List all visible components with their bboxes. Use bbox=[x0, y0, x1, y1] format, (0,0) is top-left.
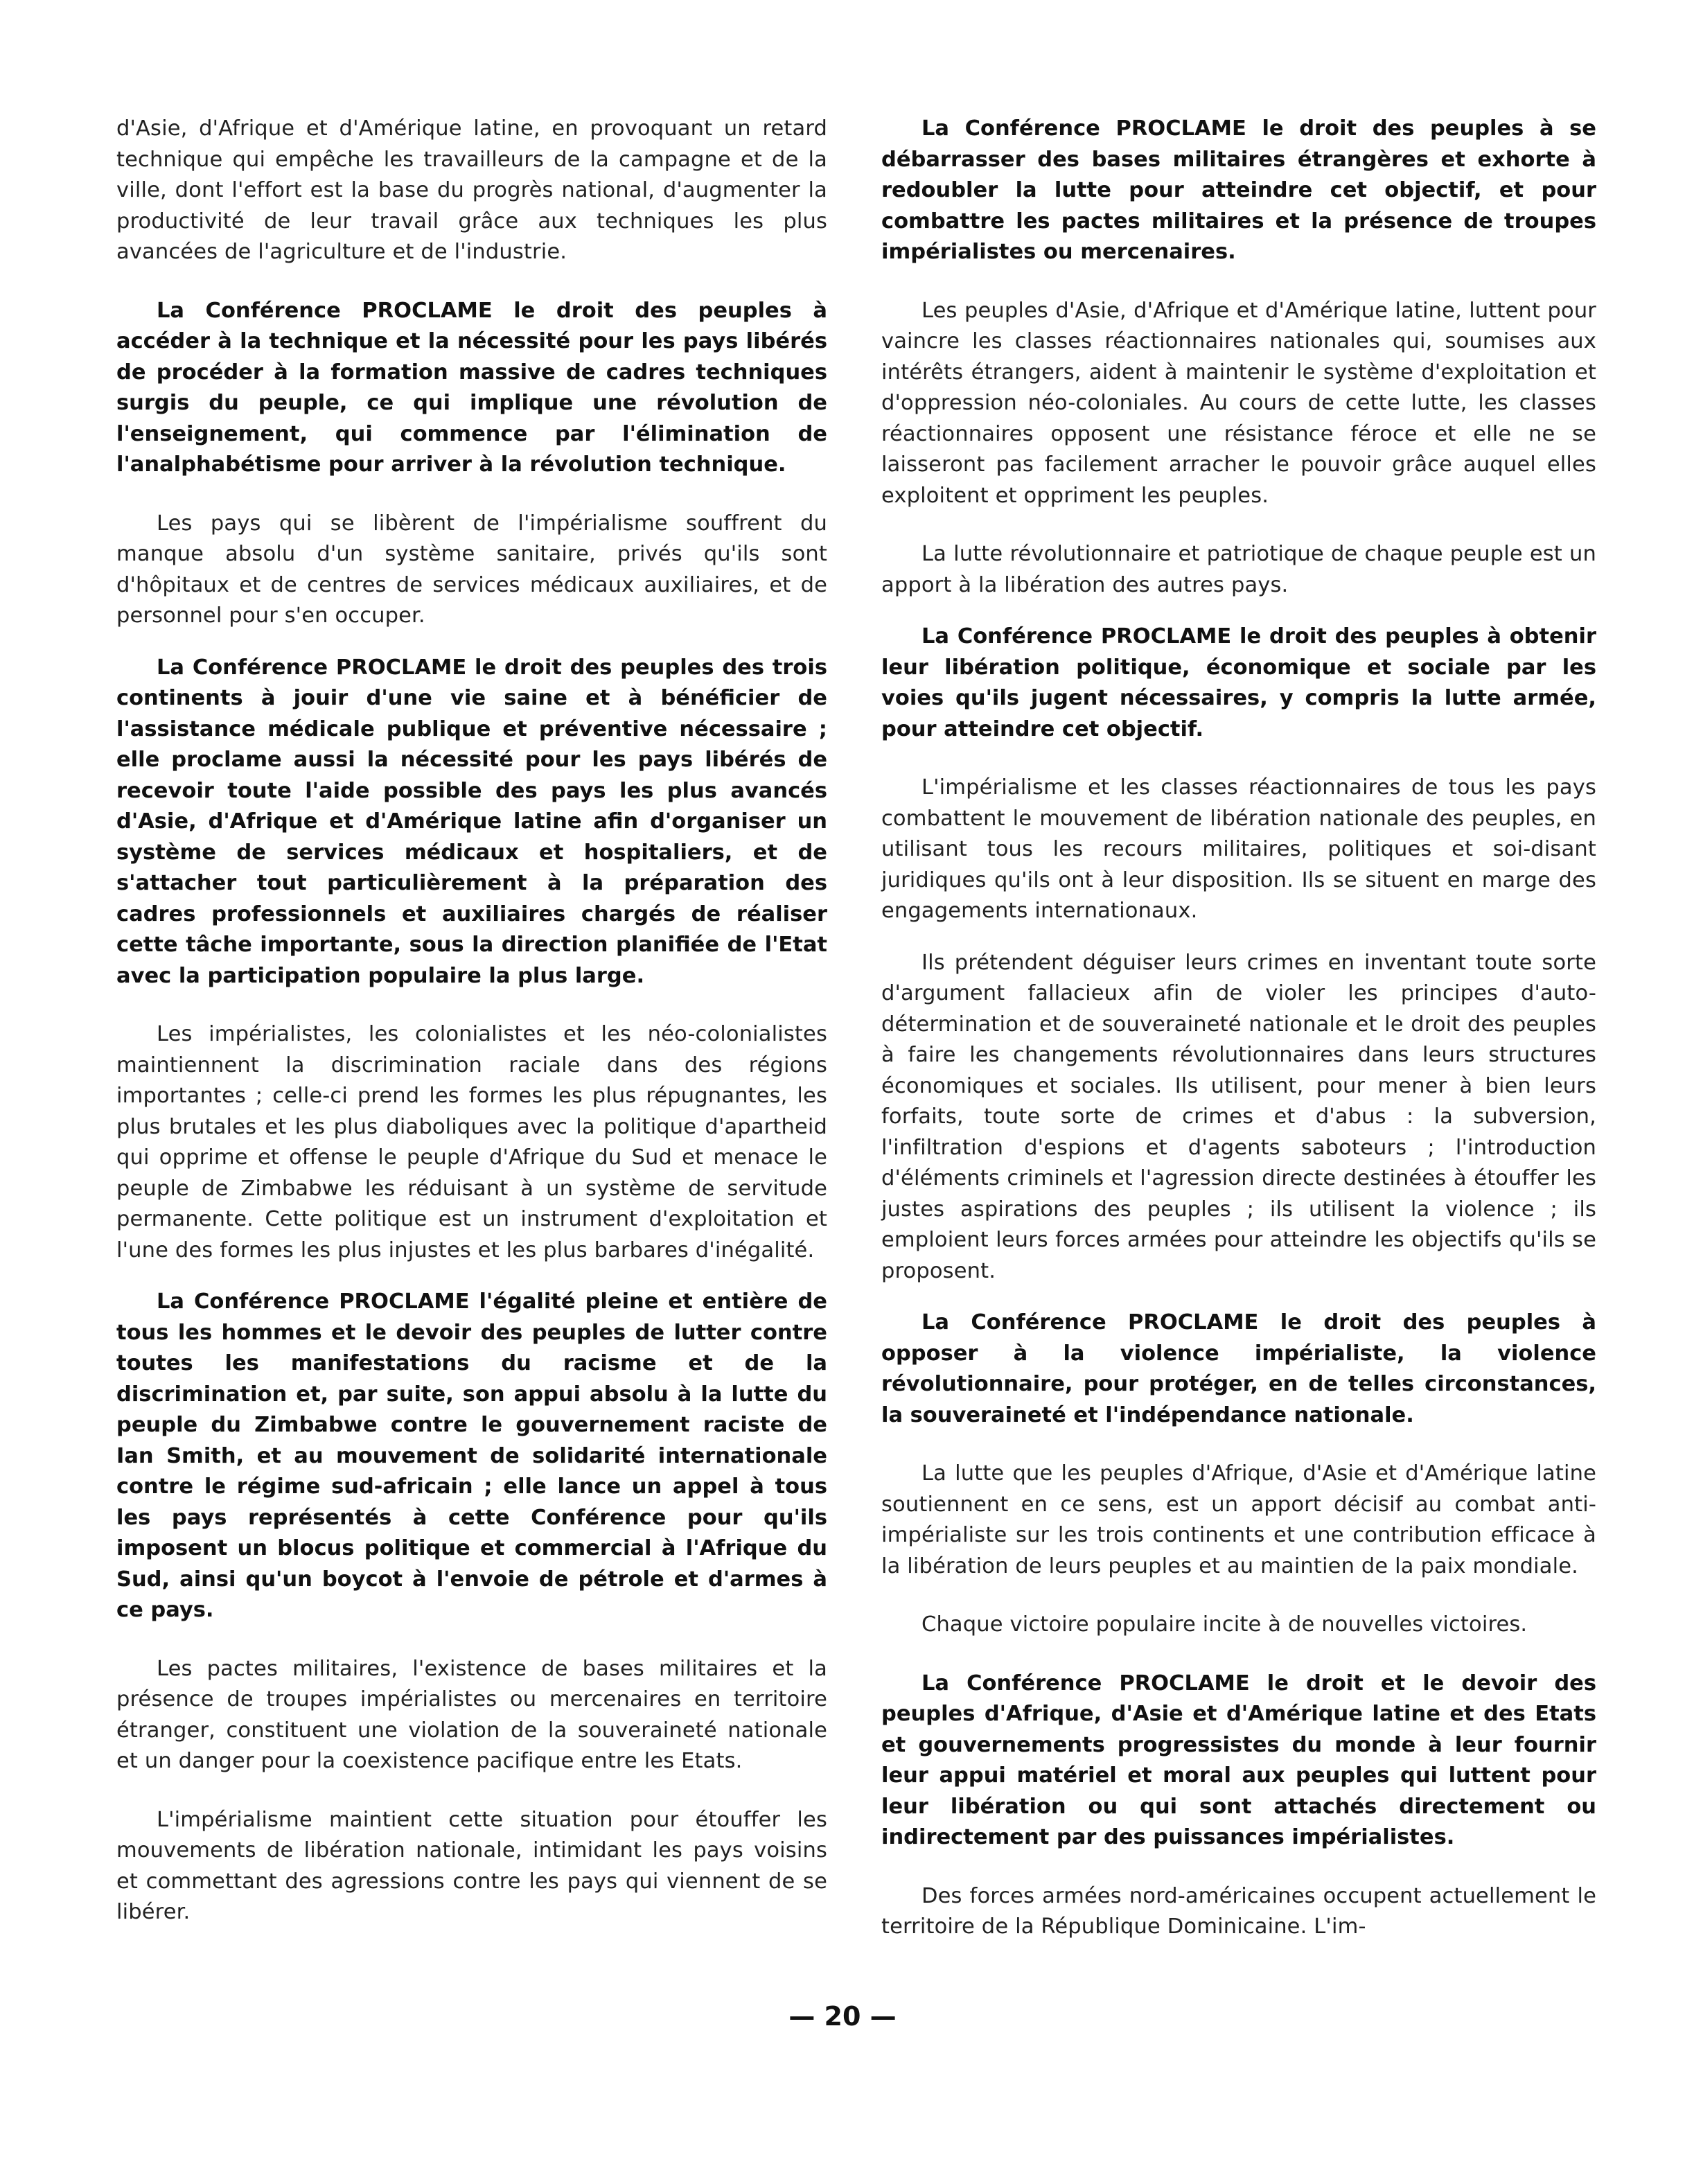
proclamation-paragraph: La Conférence PROCLAME le droit des peuples à se débarrasser des bases militaires étrangères et exhorte à redoubler la lutte pour atteindre cet objectif, et pour combattre les pactes militaires et la présence de troupes impérialistes ou mercenaires. bbox=[881, 116, 1596, 264]
paragraph: Les pactes militaires, l'existence de bases militaires et la présence de troupes impérialistes ou mercenaires en territoire étranger, constituent une violation de la souveraineté nationale et un danger pour la coexistence pacifique entre les Etats. bbox=[116, 1656, 827, 1773]
proclamation-paragraph: La Conférence PROCLAME le droit et le devoir des peuples d'Afrique, d'Asie et d'Amérique latine et des Etats et gouvernements progressistes du monde à leur fournir leur appui matériel et moral aux peuples qui luttent pour leur libération ou qui sont attachés directement ou indirectement par des puissances impérialistes. bbox=[881, 1671, 1596, 1849]
paragraph: Ils prétendent déguiser leurs crimes en inventant toute sorte d'argument fallacieux afin de violer les principes d'auto-détermination et de souveraineté nationale et le droit des peuples à faire les changements révolutionnaires dans leurs structures économiques et sociales. Ils utilisent, pour mener à bien leurs forfaits, toute sorte de crimes et d'abus : la subversion, l'infiltration d'espions et d'agents saboteurs ; l'introduction d'éléments criminels et l'agression directe destinées à étouffer les justes aspirations des peuples ; ils utilisent la violence ; ils emploient leurs forces armées pour atteindre les objectifs qu'ils se proposent. bbox=[881, 950, 1596, 1283]
paragraph: La lutte révolutionnaire et patriotique de chaque peuple est un apport à la libération des autres pays. bbox=[881, 542, 1596, 597]
paragraph: Les pays qui se libèrent de l'impérialisme souffrent du manque absolu d'un système sanitaire, privés qu'ils sont d'hôpitaux et de centres de services médicaux auxiliaires, et de personnel pour s'en occuper. bbox=[116, 511, 827, 628]
paragraph: Les impérialistes, les colonialistes et les néo-colonialistes maintiennent la discrimination raciale dans des régions importantes ; celle-ci prend les formes les plus répugnantes, les plus brutales et les plus diaboliques avec la politique d'apartheid qui opprime et offense le peuple d'Afrique du Sud et menace le peuple de Zimbabwe les réduisant à un système de servitude permanente. Cette politique est un instrument d'exploitation et l'une des formes les plus injustes et les plus barbares d'inégalité. bbox=[116, 1022, 827, 1262]
paragraph: d'Asie, d'Afrique et d'Amérique latine, en provoquant un retard technique qui empêche les travailleurs de la campagne et de la ville, dont l'effort est la base du progrès national, d'augmenter la productivité de leur travail grâce aux techniques les plus avancées de l'agriculture et de l'industrie. bbox=[116, 116, 827, 264]
paragraph: La lutte que les peuples d'Afrique, d'Asie et d'Amérique latine soutiennent en ce sens, est un apport décisif au combat anti-impérialiste sur les trois continents et une contribution efficace à la libération de leurs peuples et au maintien de la paix mondiale. bbox=[881, 1461, 1596, 1578]
paragraph: Les peuples d'Asie, d'Afrique et d'Amérique latine, luttent pour vaincre les classes réactionnaires nationales qui, soumises aux intérêts étrangers, aident à maintenir le système d'exploitation et d'oppression néo-coloniales. Au cours de cette lutte, les classes réactionnaires opposent une résistance féroce et elle ne se laisseront pas facilement arracher le pouvoir grâce auquel elles exploitent et oppriment les peuples. bbox=[881, 298, 1596, 508]
proclamation-paragraph: La Conférence PROCLAME le droit des peuples des trois continents à jouir d'une vie saine et à bénéficier de l'assistance médicale publique et préventive nécessaire ; elle proclame aussi la nécessité pour les pays libérés de recevoir toute l'aide possible des pays les plus avancés d'Asie, d'Afrique et d'Amérique latine afin d'organiser un système de services médicaux et hospitaliers, et de s'attacher tout particulièrement à la préparation des cadres professionnels et auxiliaires chargés de réaliser cette tâche importante, sous la direction planifiée de l'Etat avec la participation populaire la plus large. bbox=[116, 655, 827, 988]
paragraph: L'impérialisme et les classes réactionnaires de tous les pays combattent le mouvement de libération nationale des peuples, en utilisant tous les recours militaires, politiques et soi-disant juridiques qu'ils ont à leur disposition. Ils se situent en marge des engagements internationaux. bbox=[881, 775, 1596, 923]
right-column bbox=[881, 114, 1596, 1943]
page-number: — 20 — bbox=[788, 2001, 897, 2032]
proclamation-paragraph: La Conférence PROCLAME le droit des peuples à opposer à la violence impérialiste, la violence révolutionnaire, pour protéger, en de telles circonstances, la souveraineté et l'indépendance nationale. bbox=[881, 1310, 1596, 1427]
proclamation-paragraph: La Conférence PROCLAME le droit des peuples à accéder à la technique et la nécessité pour les pays libérés de procéder à la formation massive de cadres techniques surgis du peuple, ce qui implique une révolution de l'enseignement, qui commence par l'élimination de l'analphabétisme pour arriver à la révolution technique. bbox=[116, 298, 827, 477]
paragraph: L'impérialisme maintient cette situation pour étouffer les mouvements de libération nationale, intimidant les pays voisins et commettant des agressions contre les pays qui viennent de se libérer. bbox=[116, 1807, 827, 1924]
proclamation-paragraph: La Conférence PROCLAME l'égalité pleine et entière de tous les hommes et le devoir des peuples de lutter contre toutes les manifestations du racisme et de la discrimination et, par suite, son appui absolu à la lutte du peuple du Zimbabwe contre le gouvernement raciste de Ian Smith, et au mouvement de solidarité internationale contre le régime sud-africain ; elle lance un appel à tous les pays représentés à cette Conférence pour qu'ils imposent un blocus politique et commercial à l'Afrique du Sud, ainsi qu'un boycot à l'envoie de pétrole et d'armes à ce pays. bbox=[116, 1289, 827, 1622]
paragraph: Des forces armées nord-américaines occupent actuellement le territoire de la République Dominicaine. L'im- bbox=[881, 1883, 1596, 1939]
left-column bbox=[116, 114, 827, 1928]
proclamation-paragraph: La Conférence PROCLAME le droit des peuples à obtenir leur libération politique, économique et sociale par les voies qu'ils jugent nécessaires, y compris la lutte armée, pour atteindre cet objectif. bbox=[881, 624, 1596, 741]
paragraph: Chaque victoire populaire incite à de nouvelles victoires. bbox=[921, 1612, 1528, 1637]
